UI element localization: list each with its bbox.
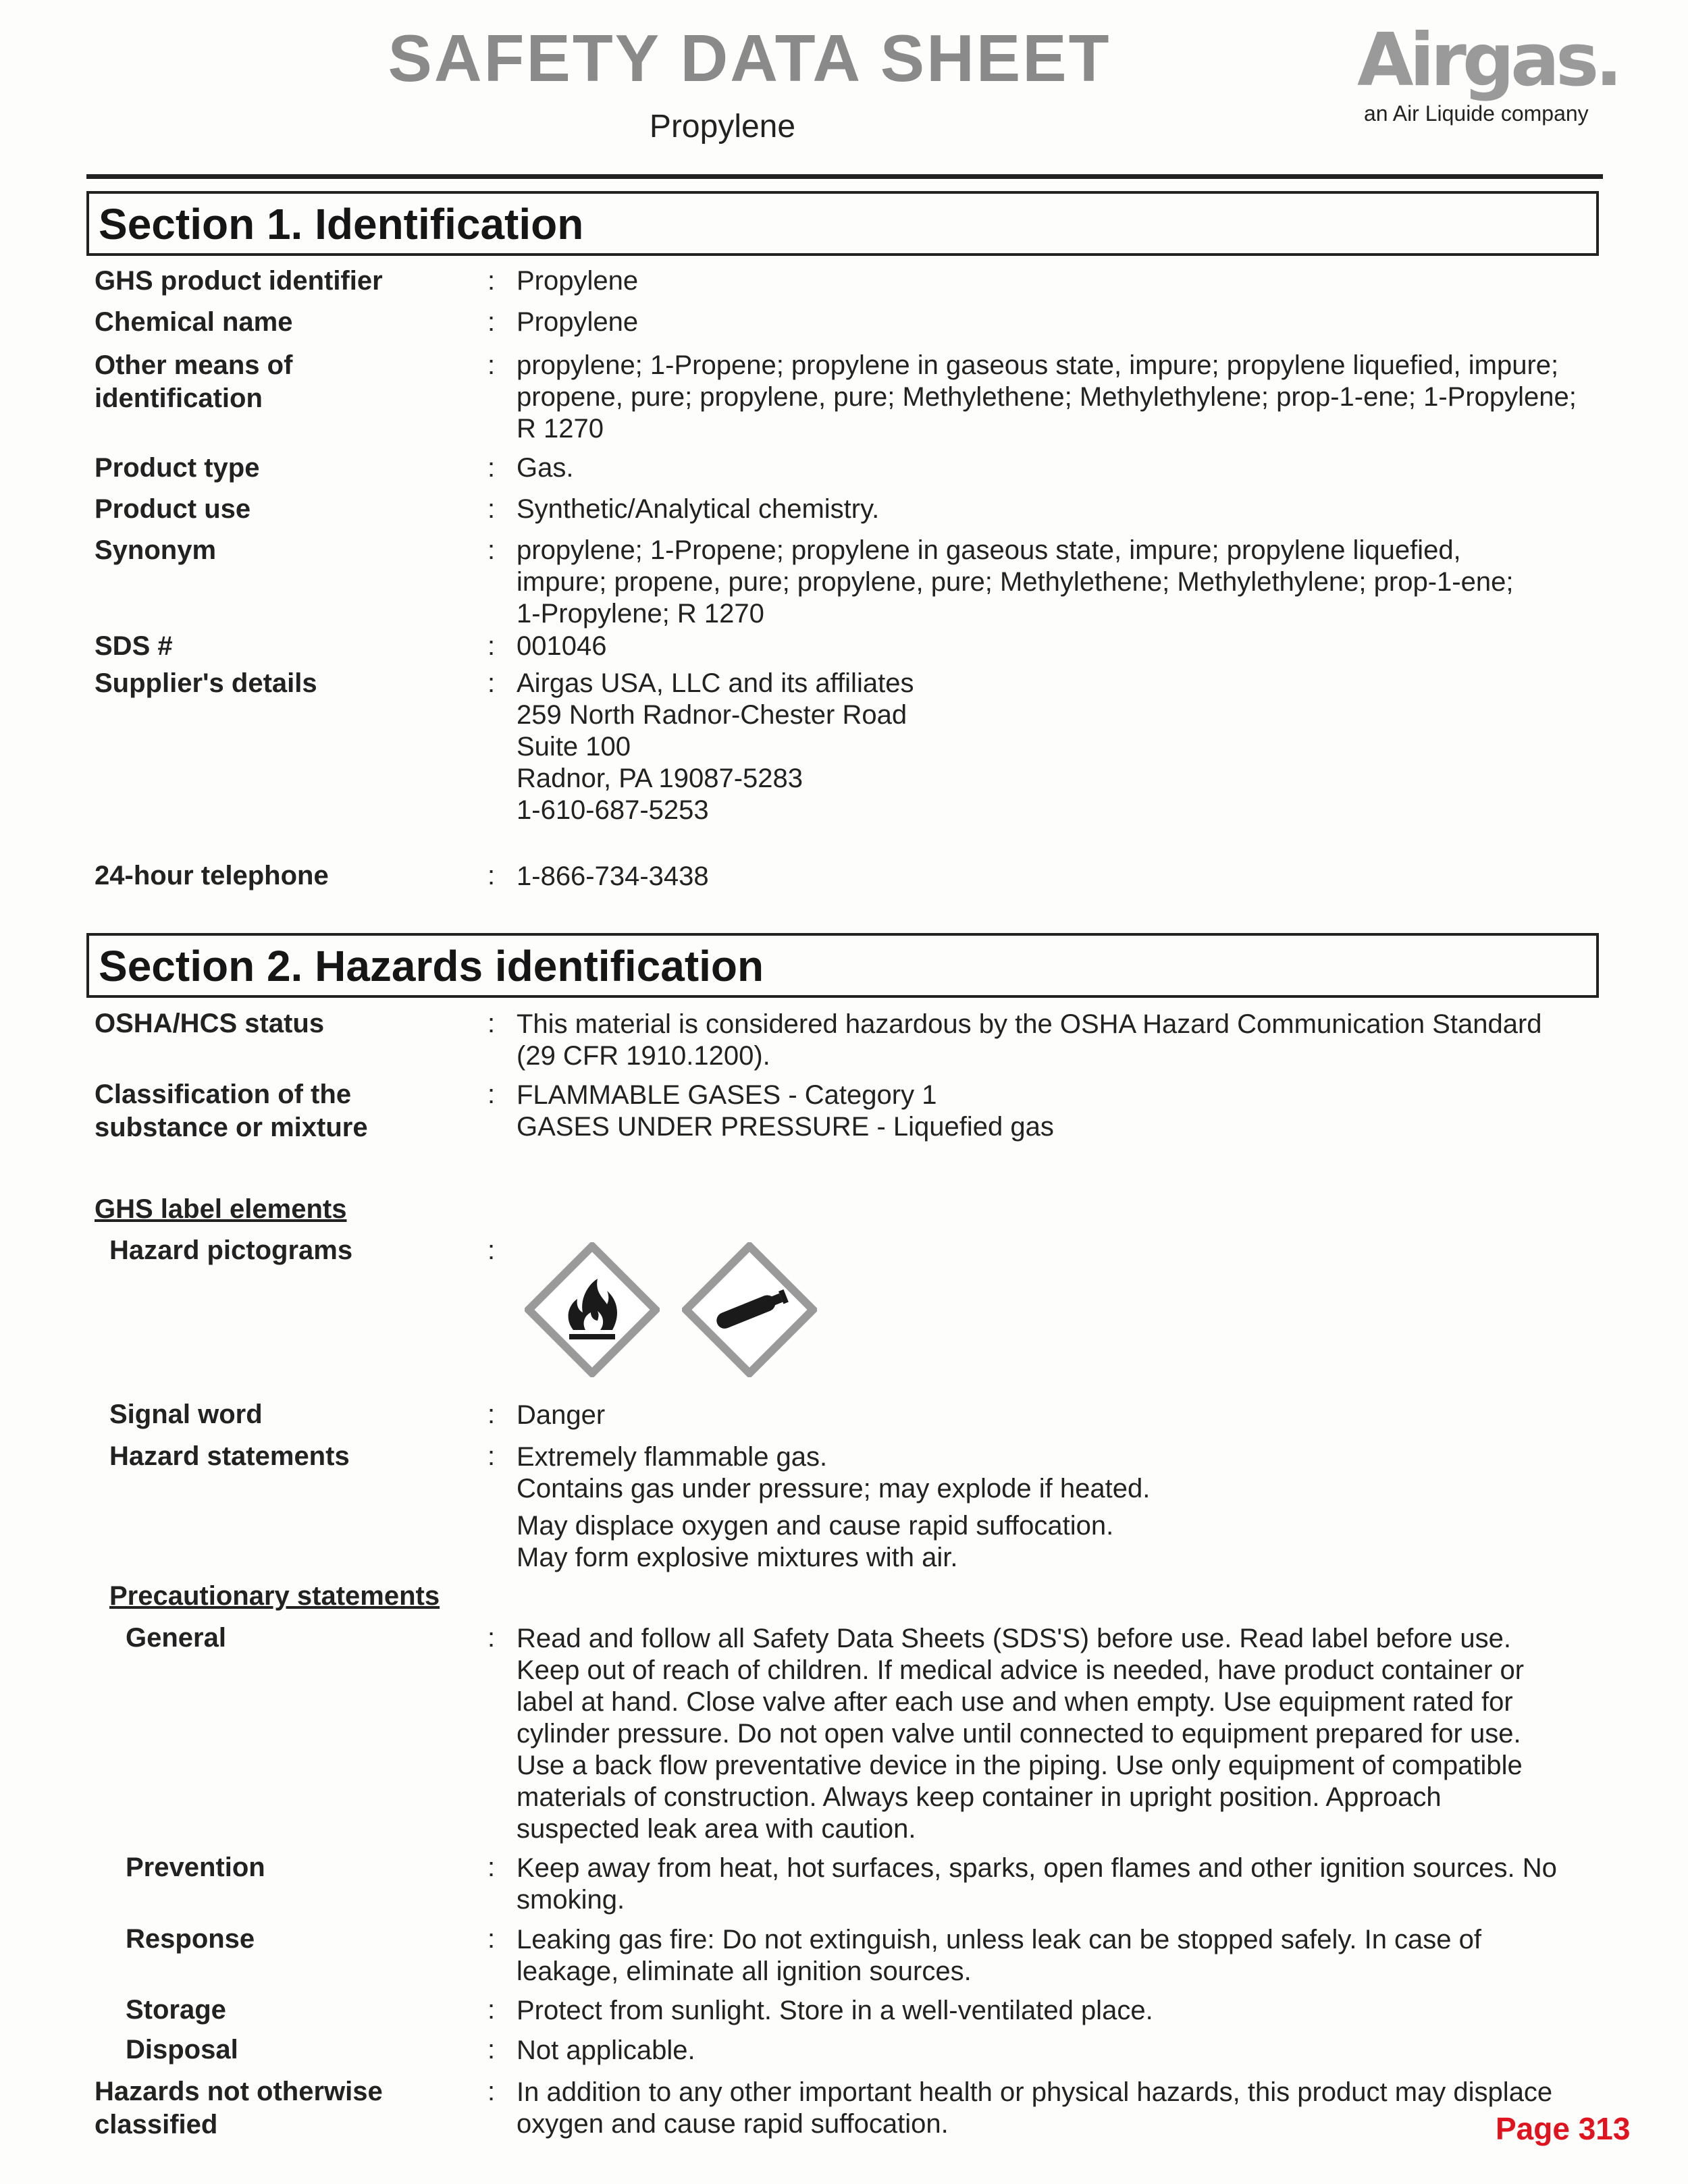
- hazard-statements-value: Extremely flammable gas. Contains gas under pressure; may explode if heated. May displace oxygen and cause rapid suffocation. May form explosive mixtures with air.: [517, 1442, 1151, 1572]
- colon: :: [487, 1623, 496, 1653]
- colon: :: [487, 494, 496, 524]
- colon: :: [487, 1400, 496, 1429]
- header-divider: [86, 174, 1603, 179]
- colon: :: [487, 307, 496, 337]
- airgas-logo: Airgas.: [1357, 18, 1619, 103]
- other-means-value: propylene; 1-Propene; propylene in gaseous state, impure; propylene liquefied, impure; propene, pure; propylene, pure; Methylethene; Methylethylene; prop-1-ene; 1-Propylene; R 1270: [517, 350, 1577, 444]
- page-number: Page 313: [1496, 2111, 1631, 2146]
- classification-label: Classification of the substance or mixture: [95, 1080, 368, 1142]
- classification-value: FLAMMABLE GASES - Category 1 GASES UNDER PRESSURE - Liquefied gas: [517, 1080, 1054, 1142]
- signal-word-value: Danger: [517, 1400, 606, 1430]
- telephone-value: 1-866-734-3438: [517, 861, 709, 891]
- colon: :: [487, 1924, 496, 1954]
- chemical-name-label: Chemical name: [95, 307, 293, 337]
- synonym-value: propylene; 1-Propene; propylene in gaseous state, impure; propylene liquefied, impure; propene, pure; propylene, pure; Methylethene; Methylethylene; prop-1-ene; 1-Propylene; R 1270: [517, 535, 1514, 629]
- hnoc-label: Hazards not otherwise classified: [95, 2077, 383, 2139]
- section-2-heading: Section 2. Hazards identification: [86, 933, 1599, 998]
- prevention-label: Prevention: [126, 1853, 265, 1882]
- chemical-name-value: Propylene: [517, 307, 639, 337]
- supplier-details-label: Supplier's details: [95, 668, 317, 698]
- synonym-label: Synonym: [95, 535, 217, 565]
- response-label: Response: [126, 1924, 255, 1954]
- colon: :: [487, 350, 496, 380]
- signal-word-label: Signal word: [109, 1400, 263, 1429]
- colon: :: [487, 861, 496, 890]
- ghs-product-identifier-value: Propylene: [517, 266, 639, 296]
- colon: :: [487, 1441, 496, 1471]
- general-value: Read and follow all Safety Data Sheets (SDS'S) before use. Read label before use. Keep out of reach of children. If medical advice is needed, have product container or label at hand. Close valve after each use and when empty. Use equipment rated for cylinder pressure. Do not open valve until connected to equipment prepared for use. Use a back flow preventative device in the piping. Use only equipment of compatible materials of construction. Always keep container in upright position. Approach suspected leak area with caution.: [517, 1624, 1525, 1844]
- colon: :: [487, 1995, 496, 2025]
- ghs-product-identifier-label: GHS product identifier: [95, 266, 383, 296]
- osha-status-value: This material is considered hazardous by the OSHA Hazard Communication Standard (29 CFR 1910.1200).: [517, 1009, 1542, 1071]
- disposal-label: Disposal: [126, 2035, 238, 2065]
- hazard-statements-label: Hazard statements: [109, 1441, 350, 1471]
- product-use-label: Product use: [95, 494, 251, 524]
- hazard-pictograms-label: Hazard pictograms: [109, 1235, 353, 1265]
- product-use-value: Synthetic/Analytical chemistry.: [517, 494, 880, 524]
- response-value: Leaking gas fire: Do not extinguish, unless leak can be stopped safely. In case of leakage, eliminate all ignition sources.: [517, 1925, 1482, 1986]
- colon: :: [487, 1080, 496, 1109]
- logo-tagline: an Air Liquide company: [1364, 101, 1589, 126]
- disposal-value: Not applicable.: [517, 2035, 695, 2065]
- colon: :: [487, 668, 496, 698]
- other-means-label: Other means of identification: [95, 350, 293, 413]
- product-type-value: Gas.: [517, 453, 574, 483]
- telephone-label: 24-hour telephone: [95, 861, 329, 890]
- product-name: Propylene: [649, 109, 796, 144]
- gas-cylinder-icon: [682, 1242, 817, 1377]
- colon: :: [487, 266, 496, 296]
- document-title: SAFETY DATA SHEET: [388, 21, 1111, 95]
- colon: :: [487, 1009, 496, 1038]
- general-label: General: [126, 1623, 226, 1653]
- sds-number-label: SDS #: [95, 631, 173, 661]
- colon: :: [487, 2077, 496, 2106]
- hnoc-value: In addition to any other important health or physical hazards, this product may displace oxygen and cause rapid suffocation.: [517, 2077, 1553, 2139]
- colon: :: [487, 631, 496, 661]
- colon: :: [487, 2035, 496, 2065]
- section-1-heading: Section 1. Identification: [86, 191, 1599, 256]
- flame-icon: [525, 1242, 660, 1377]
- product-type-label: Product type: [95, 453, 260, 483]
- colon: :: [487, 453, 496, 483]
- supplier-details-value: Airgas USA, LLC and its affiliates 259 North Radnor-Chester Road Suite 100 Radnor, PA 19087-5283 1-610-687-5253: [517, 668, 914, 825]
- storage-value: Protect from sunlight. Store in a well-ventilated place.: [517, 1996, 1153, 2025]
- sds-number-value: 001046: [517, 631, 607, 661]
- ghs-label-elements-heading: GHS label elements: [95, 1194, 347, 1224]
- storage-label: Storage: [126, 1995, 226, 2025]
- precautionary-statements-heading: Precautionary statements: [109, 1581, 440, 1611]
- prevention-value: Keep away from heat, hot surfaces, sparks, open flames and other ignition sources. No smoking.: [517, 1853, 1557, 1915]
- osha-status-label: OSHA/HCS status: [95, 1009, 325, 1038]
- colon: :: [487, 535, 496, 565]
- colon: :: [487, 1235, 496, 1265]
- colon: :: [487, 1853, 496, 1882]
